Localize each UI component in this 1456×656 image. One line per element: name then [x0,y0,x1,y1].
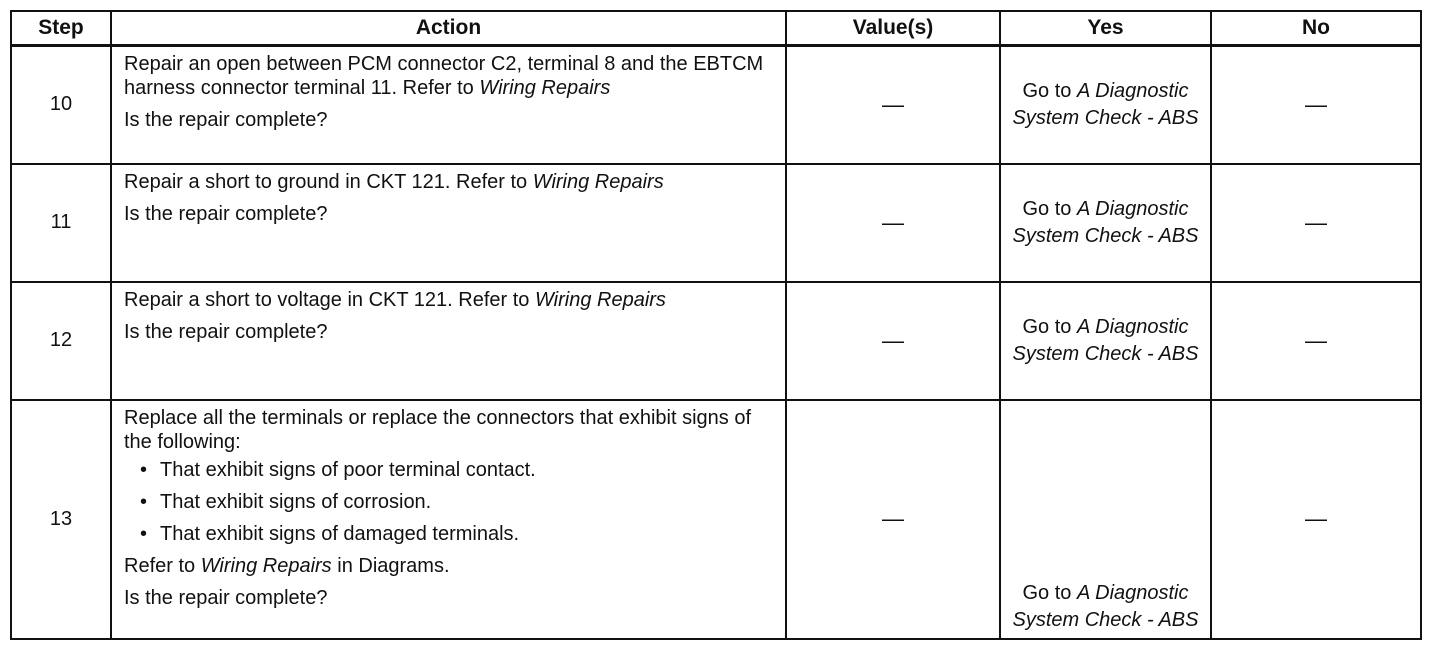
table-row-step-10 [11,46,1421,164]
header-step: Step [11,11,111,46]
table-row-step-12 [11,282,1421,400]
header-no: No [1211,11,1421,46]
header-yes: Yes [1000,11,1211,46]
diagnostic-system-check-reference[interactable]: A Diagnostic System Check - ABS [1012,197,1199,247]
action-question: Is the repair complete? [124,320,328,343]
yes-prefix: Go to [1022,197,1072,220]
action-text [124,52,777,100]
action-text [124,170,777,194]
values-cell: — [786,46,1000,164]
yes-prefix: Go to [1022,79,1072,102]
no-cell: — [1211,46,1421,164]
step-number: 11 [11,164,111,282]
diagnostic-table [10,10,1422,640]
action-cell [111,282,786,400]
diagnostic-system-check-reference[interactable]: A Diagnostic System Check - ABS [1012,315,1199,365]
refer-text [124,554,777,578]
diagnostic-system-check-reference[interactable]: A Diagnostic System Check - ABS [1012,79,1199,129]
action-cell [111,400,786,640]
refer-suffix: in Diagrams. [337,554,450,577]
header-action: Action [111,11,786,46]
yes-cell [1000,164,1211,282]
values-cell: — [786,164,1000,282]
diagnostic-system-check-reference[interactable]: A Diagnostic System Check - ABS [1012,582,1199,631]
action-text: Replace all the terminals or replace the connectors that exhibit signs of the following: [124,406,752,453]
action-text [124,288,777,312]
action-instruction: Repair a short to voltage in CKT 121. Refer to [124,288,530,311]
step-number: 13 [11,400,111,640]
yes-cell [1000,400,1211,640]
wiring-repairs-reference[interactable]: Wiring Repairs [534,288,666,311]
action-question: Is the repair complete? [124,109,328,131]
table-header-row [11,11,1421,46]
no-cell: — [1211,282,1421,400]
yes-cell [1000,46,1211,164]
list-item: • That exhibit signs of corrosion. [160,490,777,514]
action-instruction: Repair an open between PCM connector C2, terminal 8 and the EBTCM harness connector terminal 11. Refer to [124,53,764,99]
symptom-list [124,458,777,546]
action-cell [111,164,786,282]
no-cell: — [1211,400,1421,640]
yes-cell [1000,282,1211,400]
no-cell: — [1211,164,1421,282]
wiring-repairs-reference[interactable]: Wiring Repairs [479,77,611,99]
refer-prefix: Refer to [124,554,196,577]
action-question: Is the repair complete? [124,586,328,609]
list-item: • That exhibit signs of poor terminal contact. [160,458,777,482]
yes-prefix: Go to [1022,315,1072,338]
header-values: Value(s) [786,11,1000,46]
values-cell: — [786,282,1000,400]
table-row-step-11 [11,164,1421,282]
wiring-repairs-reference[interactable]: Wiring Repairs [532,170,664,193]
action-instruction: Repair a short to ground in CKT 121. Refer to [124,170,528,193]
yes-prefix: Go to [1022,582,1072,604]
action-cell [111,46,786,164]
action-question: Is the repair complete? [124,202,328,225]
wiring-repairs-reference[interactable]: Wiring Repairs [200,554,332,577]
step-number: 12 [11,282,111,400]
list-item: • That exhibit signs of damaged terminals. [160,522,777,546]
values-cell: — [786,400,1000,640]
step-number: 10 [11,46,111,164]
table-row-step-13 [11,400,1421,640]
